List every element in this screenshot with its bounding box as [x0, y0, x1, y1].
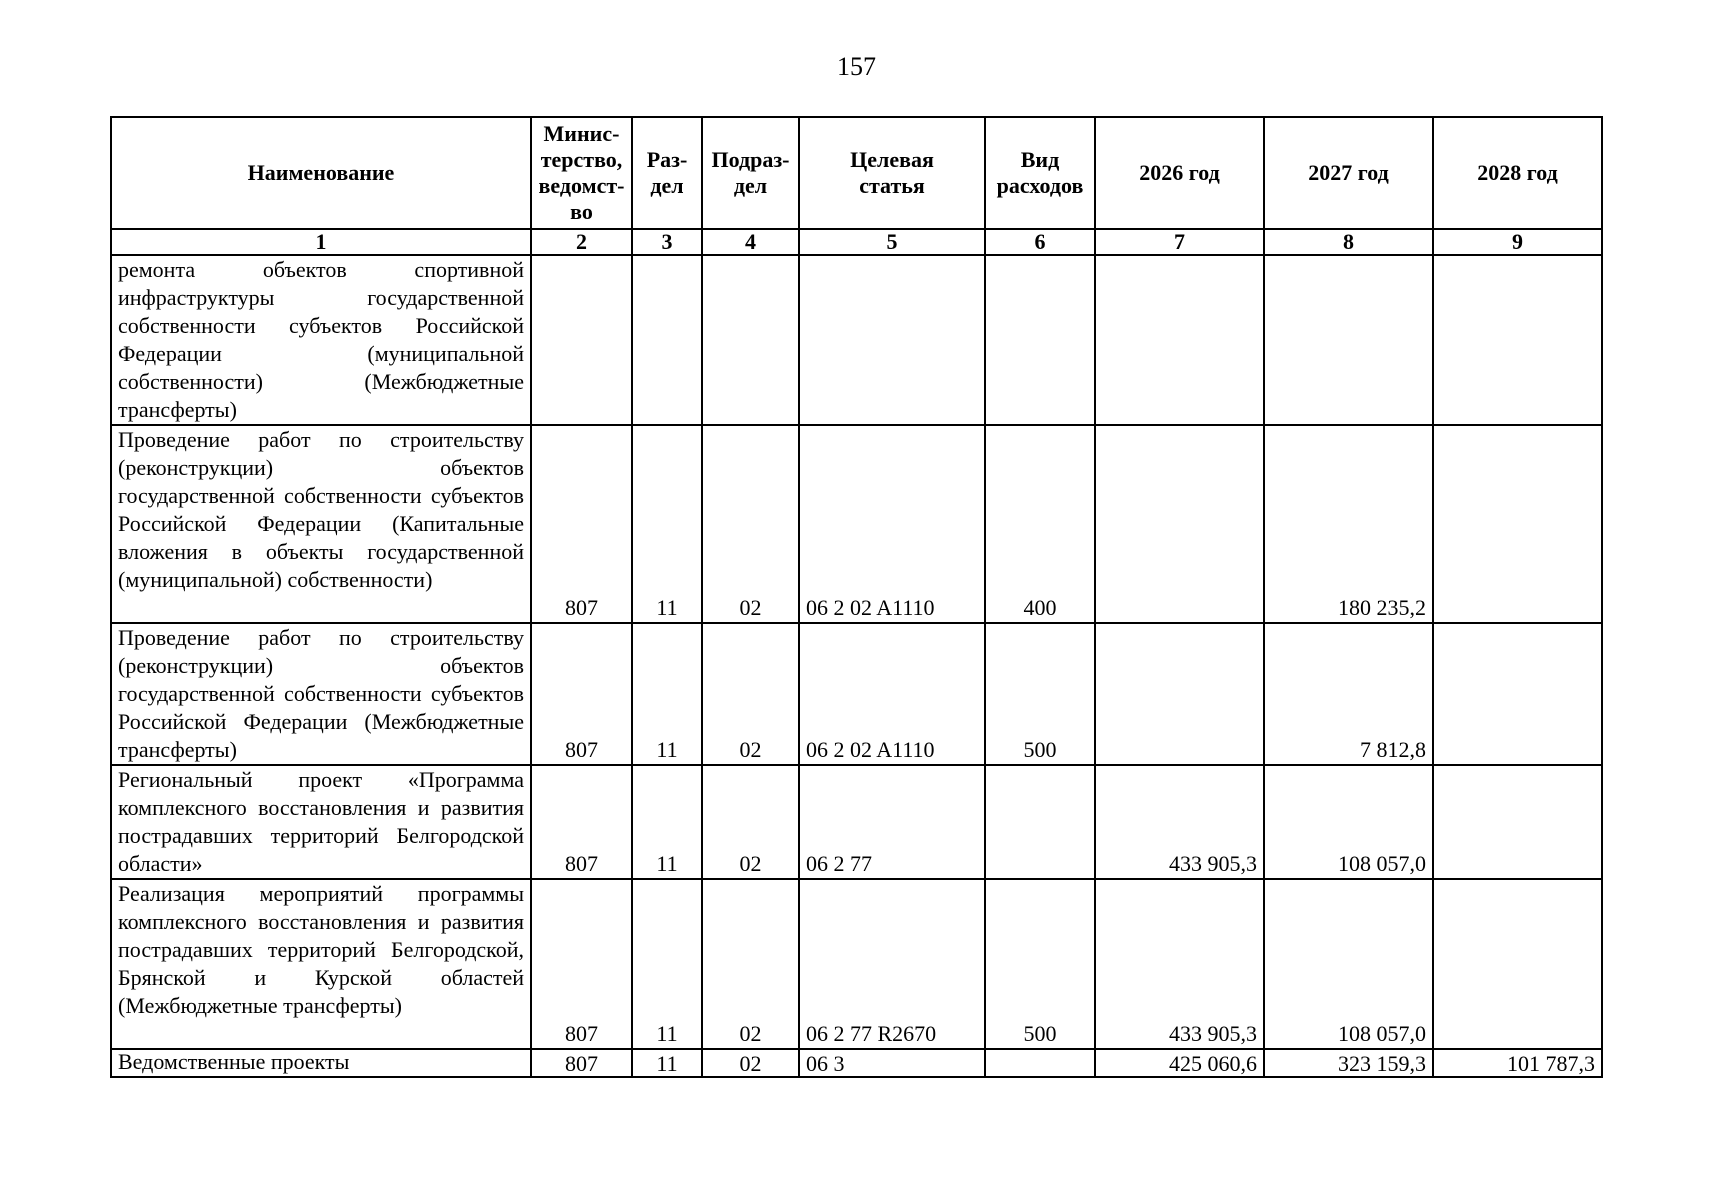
budget-table: [110, 116, 1603, 1078]
row-target: 06 2 77 R2670: [799, 879, 985, 1049]
column-number-row: [111, 229, 1602, 255]
row-target: 06 2 02 A1110: [799, 623, 985, 765]
row-expense-type: 500: [985, 879, 1095, 1049]
row-name: Ведомственные проекты: [111, 1049, 531, 1077]
row-subsection: 02: [702, 765, 799, 879]
row-section: 11: [632, 1049, 702, 1077]
table-row: [111, 765, 1602, 879]
column-number: 3: [632, 229, 702, 255]
row-subsection: 02: [702, 879, 799, 1049]
row-2027: 7 812,8: [1264, 623, 1433, 765]
table-row: [111, 879, 1602, 1049]
column-number: 1: [111, 229, 531, 255]
row-2027: 323 159,3: [1264, 1049, 1433, 1077]
row-ministry: [531, 255, 632, 425]
row-subsection: [702, 255, 799, 425]
table-row: [111, 1049, 1602, 1077]
row-ministry: 807: [531, 623, 632, 765]
column-number: 4: [702, 229, 799, 255]
row-subsection: 02: [702, 425, 799, 623]
header-2027: 2027 год: [1264, 117, 1433, 229]
row-2026: 425 060,6: [1095, 1049, 1264, 1077]
row-2027: 108 057,0: [1264, 765, 1433, 879]
column-number: 8: [1264, 229, 1433, 255]
row-expense-type: 400: [985, 425, 1095, 623]
column-number: 2: [531, 229, 632, 255]
row-2028: 101 787,3: [1433, 1049, 1602, 1077]
table-row: [111, 255, 1602, 425]
row-2026: 433 905,3: [1095, 765, 1264, 879]
row-ministry: 807: [531, 765, 632, 879]
row-2027: 108 057,0: [1264, 879, 1433, 1049]
page-number: 157: [837, 52, 876, 81]
row-target: 06 3: [799, 1049, 985, 1077]
row-2026: [1095, 425, 1264, 623]
header-2026: 2026 год: [1095, 117, 1264, 229]
header-section: Раз- дел: [632, 117, 702, 229]
row-section: 11: [632, 623, 702, 765]
header-subsection: Подраз- дел: [702, 117, 799, 229]
column-number: 7: [1095, 229, 1264, 255]
row-ministry: 807: [531, 1049, 632, 1077]
row-section: 11: [632, 879, 702, 1049]
table-row: [111, 425, 1602, 623]
row-target: 06 2 77: [799, 765, 985, 879]
row-subsection: 02: [702, 1049, 799, 1077]
row-2028: [1433, 623, 1602, 765]
column-number: 5: [799, 229, 985, 255]
header-expense-type: Вид расходов: [985, 117, 1095, 229]
row-2028: [1433, 879, 1602, 1049]
row-name: ремонта объектов спортивной инфраструктуры государственной собственности субъектов Российской Федерации (муниципальной собственности) (Межбюджетные трансферты): [111, 255, 531, 425]
row-2028: [1433, 425, 1602, 623]
row-2028: [1433, 765, 1602, 879]
header-target: Целевая статья: [799, 117, 985, 229]
table-row: [111, 623, 1602, 765]
row-name: Региональный проект «Программа комплексного восстановления и развития пострадавших территорий Белгородской области»: [111, 765, 531, 879]
column-number: 9: [1433, 229, 1602, 255]
row-subsection: 02: [702, 623, 799, 765]
row-expense-type: [985, 255, 1095, 425]
row-name: Проведение работ по строительству (реконструкции) объектов государственной собственности субъектов Российской Федерации (Капитальные вложения в объекты государственной (муниципальной) собственности): [111, 425, 531, 623]
row-section: 11: [632, 765, 702, 879]
header-name: Наименование: [111, 117, 531, 229]
header-2028: 2028 год: [1433, 117, 1602, 229]
row-name: Проведение работ по строительству (реконструкции) объектов государственной собственности субъектов Российской Федерации (Межбюджетные трансферты): [111, 623, 531, 765]
header-ministry: Минис- терство, ведомст- во: [531, 117, 632, 229]
row-name: Реализация мероприятий программы комплексного восстановления и развития пострадавших территорий Белгородской, Брянской и Курской областей (Межбюджетные трансферты): [111, 879, 531, 1049]
row-2026: [1095, 623, 1264, 765]
column-number: 6: [985, 229, 1095, 255]
row-2027: [1264, 255, 1433, 425]
row-2026: [1095, 255, 1264, 425]
row-2028: [1433, 255, 1602, 425]
row-section: 11: [632, 425, 702, 623]
header-row: [111, 117, 1602, 229]
row-expense-type: 500: [985, 623, 1095, 765]
row-expense-type: [985, 765, 1095, 879]
row-target: 06 2 02 A1110: [799, 425, 985, 623]
row-section: [632, 255, 702, 425]
row-expense-type: [985, 1049, 1095, 1077]
row-2027: 180 235,2: [1264, 425, 1433, 623]
row-ministry: 807: [531, 425, 632, 623]
row-ministry: 807: [531, 879, 632, 1049]
row-target: [799, 255, 985, 425]
row-2026: 433 905,3: [1095, 879, 1264, 1049]
